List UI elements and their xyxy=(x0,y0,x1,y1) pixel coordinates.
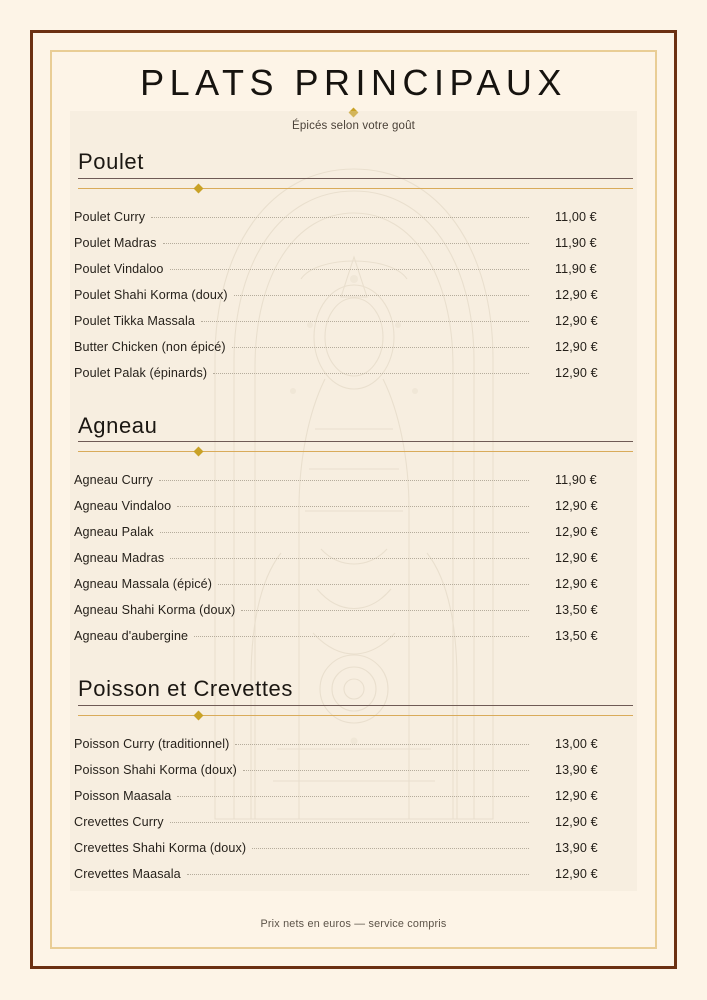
menu-item xyxy=(74,603,633,629)
menu-section-poulet xyxy=(70,148,637,392)
dotted-leader xyxy=(201,320,529,322)
item-name: Agneau Shahi Korma (doux) xyxy=(74,603,236,617)
spacer xyxy=(70,655,637,675)
dotted-leader xyxy=(159,479,529,481)
gold-line xyxy=(78,188,633,189)
menu-item xyxy=(74,867,633,892)
item-price: 12,90 € xyxy=(555,525,598,539)
dotted-leader xyxy=(234,294,529,296)
dotted-leader xyxy=(252,847,529,849)
section-title: Poulet xyxy=(78,149,144,174)
menu-item xyxy=(74,288,633,314)
gold-line xyxy=(78,451,633,452)
gold-line xyxy=(78,715,633,716)
menu-item xyxy=(74,499,633,525)
item-price: 12,90 € xyxy=(555,313,598,328)
section-rule-dark xyxy=(78,705,633,706)
item-name: Poulet Shahi Korma (doux) xyxy=(74,287,228,302)
menu-item xyxy=(74,262,633,288)
dotted-leader xyxy=(241,609,529,611)
item-price: 11,90 € xyxy=(555,235,597,250)
dotted-leader xyxy=(170,821,529,823)
dotted-leader xyxy=(232,346,529,348)
section-rule-gold xyxy=(78,711,633,723)
menu-subtitle: Épicés selon votre goût xyxy=(292,120,415,132)
diamond-ornament-icon xyxy=(194,447,204,457)
item-price: 11,00 € xyxy=(555,209,597,224)
item-name: Poisson Shahi Korma (doux) xyxy=(74,762,237,777)
item-name: Poulet Tikka Massala xyxy=(74,313,195,328)
menu-item xyxy=(74,551,633,577)
menu-item-list xyxy=(74,473,633,655)
dotted-leader xyxy=(235,743,529,745)
menu-item xyxy=(74,789,633,815)
item-name: Poisson Curry (traditionnel) xyxy=(74,736,230,751)
footer-note: Prix nets en euros — service compris xyxy=(260,918,447,930)
item-price: 11,90 € xyxy=(555,473,597,487)
item-name: Agneau Curry xyxy=(74,473,153,487)
item-name: Agneau Palak xyxy=(74,525,154,539)
item-price: 12,90 € xyxy=(555,577,598,591)
item-price: 11,90 € xyxy=(555,261,597,276)
section-header xyxy=(74,412,633,460)
item-price: 13,00 € xyxy=(555,736,598,751)
diamond-ornament-icon xyxy=(194,183,204,193)
menu-item xyxy=(74,737,633,763)
item-name: Agneau Madras xyxy=(74,551,165,565)
menu-item xyxy=(74,525,633,551)
dotted-leader xyxy=(243,769,529,771)
item-price: 13,90 € xyxy=(555,840,598,855)
menu-item xyxy=(74,366,633,392)
item-name: Butter Chicken (non épicé) xyxy=(74,339,226,354)
menu-item-list xyxy=(74,737,633,892)
item-price: 12,90 € xyxy=(555,339,598,354)
menu-item xyxy=(74,763,633,789)
section-header xyxy=(74,675,633,723)
menu-item-list xyxy=(74,210,633,392)
item-name: Crevettes Curry xyxy=(74,814,164,829)
item-name: Poisson Maasala xyxy=(74,788,172,803)
item-name: Poulet Madras xyxy=(74,235,157,250)
menu-item xyxy=(74,314,633,340)
section-title: Agneau xyxy=(78,412,158,438)
section-title: Poisson et Crevettes xyxy=(78,676,293,701)
item-name: Agneau d'aubergine xyxy=(74,629,189,643)
diamond-ornament-icon xyxy=(194,710,204,720)
section-rule-gold xyxy=(78,447,633,459)
item-price: 13,90 € xyxy=(555,762,598,777)
dotted-leader xyxy=(177,795,529,797)
menu-item xyxy=(74,577,633,603)
item-name: Agneau Massala (épicé) xyxy=(74,577,213,591)
dotted-leader xyxy=(218,583,529,585)
section-rule-dark xyxy=(78,178,633,179)
menu-section-poisson-crevettes xyxy=(70,675,637,891)
section-rule-gold xyxy=(78,184,633,196)
menu-item xyxy=(74,815,633,841)
menu-section-agneau xyxy=(70,412,637,656)
item-price: 12,90 € xyxy=(555,814,598,829)
item-name: Poulet Curry xyxy=(74,209,146,224)
item-price: 12,90 € xyxy=(555,788,598,803)
dotted-leader xyxy=(194,635,529,637)
section-rule-dark xyxy=(78,441,633,442)
item-name: Crevettes Shahi Korma (doux) xyxy=(74,840,247,855)
spacer xyxy=(70,392,637,412)
item-name: Agneau Vindaloo xyxy=(74,499,172,513)
item-price: 13,50 € xyxy=(555,629,598,643)
menu-item xyxy=(74,340,633,366)
dotted-leader xyxy=(213,372,529,374)
spacer xyxy=(70,132,637,148)
item-name: Poulet Vindaloo xyxy=(74,261,164,276)
item-price: 12,90 € xyxy=(555,499,598,513)
menu-item xyxy=(74,236,633,262)
dotted-leader xyxy=(170,268,530,270)
dotted-leader xyxy=(170,557,529,559)
menu-item xyxy=(74,210,633,236)
item-name: Crevettes Maasala xyxy=(74,866,181,881)
item-price: 12,90 € xyxy=(555,287,598,302)
dotted-leader xyxy=(160,531,529,533)
menu-item xyxy=(74,841,633,867)
menu-item xyxy=(74,629,633,655)
dotted-leader xyxy=(187,873,529,875)
item-price: 12,90 € xyxy=(555,551,598,565)
dotted-leader xyxy=(151,216,529,218)
item-name: Poulet Palak (épinards) xyxy=(74,365,208,380)
dotted-leader xyxy=(177,505,529,507)
menu-content-panel xyxy=(70,111,637,891)
item-price: 12,90 € xyxy=(555,365,598,380)
item-price: 12,90 € xyxy=(555,866,598,881)
dotted-leader xyxy=(163,242,529,244)
page-title: PLATS PRINCIPAUX xyxy=(140,62,567,103)
menu-item xyxy=(74,473,633,499)
section-header xyxy=(74,148,633,196)
item-price: 13,50 € xyxy=(555,603,598,617)
